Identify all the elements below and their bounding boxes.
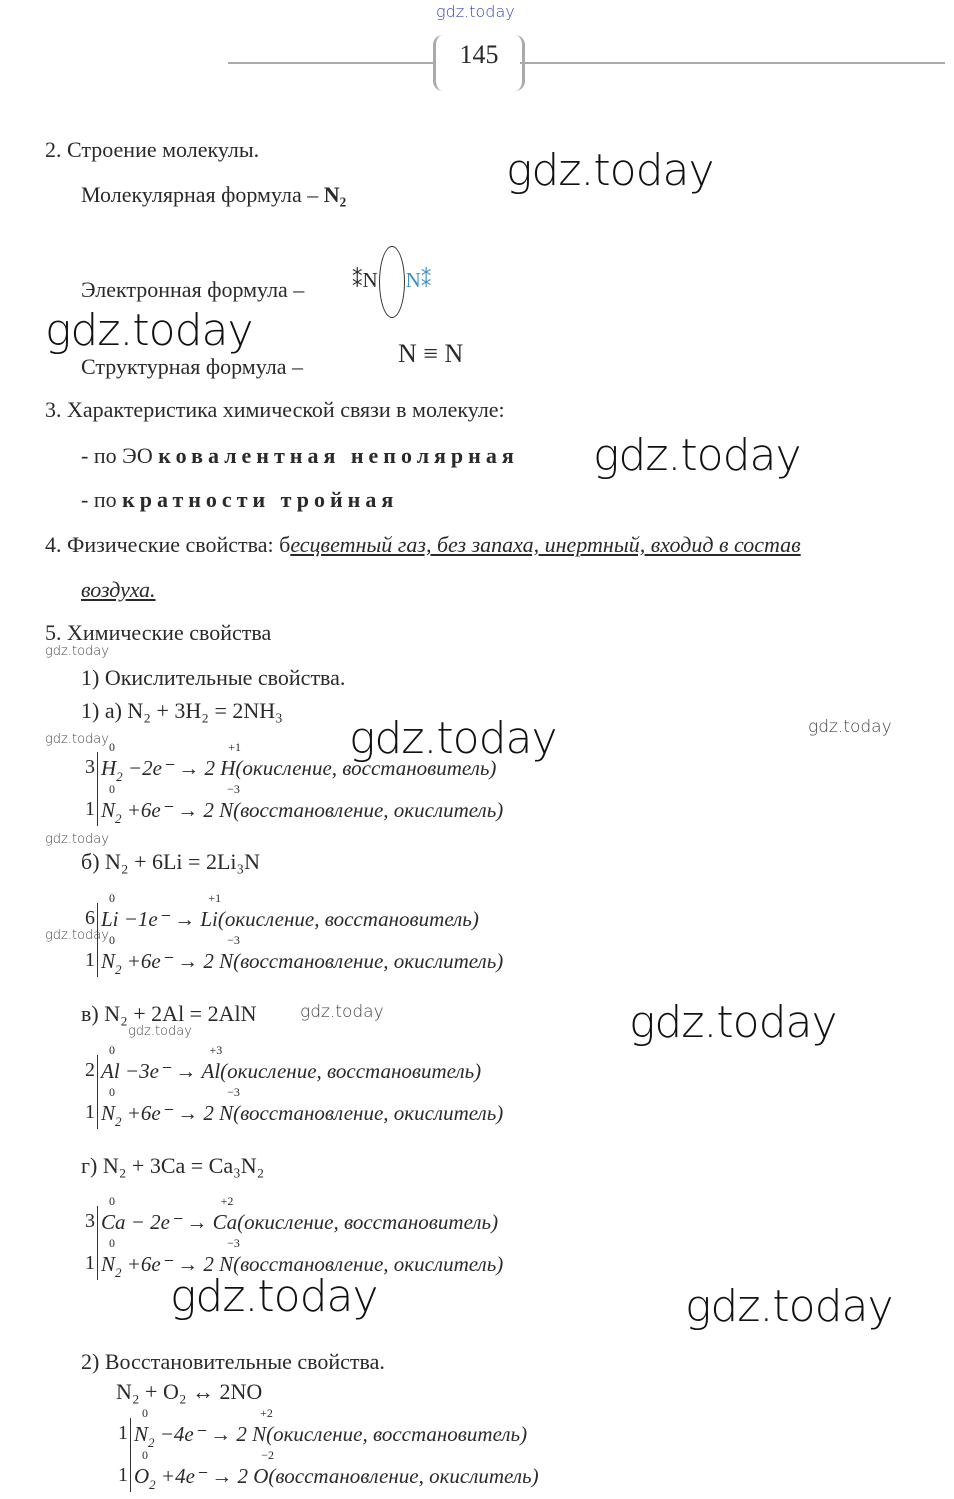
balance-divider — [97, 752, 98, 826]
header-watermark: gdz.today — [436, 2, 515, 21]
electron-transfer: −3e⁻ → — [124, 1059, 197, 1083]
reactant: 0 Li — [101, 891, 119, 931]
header-rule-left — [228, 62, 433, 64]
product: −3 N — [219, 1236, 240, 1276]
product: +2 Ca — [212, 1194, 238, 1234]
reactant: 0 $N_2$ — [101, 782, 122, 826]
oxidation-state: 0 — [142, 1406, 148, 1420]
reactant: 0 $O_2$ — [134, 1448, 156, 1492]
reactant: 0 Ca — [101, 1194, 126, 1234]
watermark-small: gdz.today — [45, 732, 109, 747]
watermark: gdz.today — [506, 145, 714, 196]
oxidation-state: +2 — [220, 1194, 234, 1208]
half-equation — [101, 891, 479, 936]
balance-coefficient: 2 — [85, 1059, 95, 1081]
product: −3 N — [219, 933, 240, 973]
balance-divider — [97, 1055, 98, 1129]
watermark-small: gdz.today — [45, 644, 109, 659]
watermark-small: gdz.today — [45, 832, 109, 847]
balance-coefficient: 1 — [85, 1252, 95, 1274]
physical-value: есцветный газ, без запаха, инертный, входид в состав — [290, 532, 801, 557]
balance-divider — [97, 1206, 98, 1280]
physical-value-cont: воздуха. — [81, 577, 156, 602]
balance-coefficient: 1 — [85, 1101, 95, 1123]
balance-divider — [130, 1418, 131, 1492]
oxidation-state: 0 — [109, 1043, 115, 1057]
oxidation-state: 0 — [142, 1448, 148, 1462]
oxidation-state: 0 — [109, 1085, 115, 1099]
process-note: (окисление, восстановитель) — [266, 1422, 528, 1446]
electron-transfer: −4e⁻ → 2 — [159, 1422, 247, 1446]
watermark-small: gdz.today — [128, 1024, 192, 1039]
section-3-title: 3. Характеристика химической связи в молекуле: — [45, 397, 505, 422]
electron-transfer: +6e⁻ → 2 — [126, 1101, 214, 1125]
balance-coefficient: 1 — [118, 1422, 128, 1444]
watermark: gdz.today — [45, 305, 253, 356]
watermark-small: gdz.today — [45, 928, 109, 943]
oxidizing-title: 1) Окислительные свойства. — [81, 665, 346, 690]
watermark-small: gdz.today — [808, 717, 892, 737]
product: +3 Al — [201, 1043, 223, 1083]
electron-transfer: +6e⁻ → 2 — [126, 949, 214, 973]
reactant: 0 $N_2$ — [101, 1085, 122, 1129]
process-note: (восстановление, окислитель) — [233, 949, 504, 973]
watermark: gdz.today — [349, 713, 557, 764]
electron-formula-diagram — [352, 246, 431, 318]
page-number: 145 — [459, 40, 499, 69]
half-equation — [134, 1406, 528, 1451]
watermark: gdz.today — [170, 1271, 378, 1322]
eo-value: ковалентная неполярная — [158, 443, 519, 468]
balance-coefficient: 6 — [85, 907, 95, 929]
process-note: (восстановление, окислитель) — [268, 1464, 539, 1488]
reactant: 0 $N_2$ — [134, 1406, 155, 1450]
balance-coefficient: 3 — [85, 756, 95, 778]
reducing-title: 2) Восстановительные свойства. — [81, 1349, 385, 1374]
molecular-label: Молекулярная формула – — [81, 182, 324, 207]
product: +1 Li — [200, 891, 222, 931]
molecular-formula-line — [81, 182, 346, 208]
eo-label: - по ЭО — [81, 443, 159, 468]
process-note: (окисление, восстановитель) — [237, 1210, 499, 1234]
oxidation-state: 0 — [109, 933, 115, 947]
oxidation-state: +2 — [260, 1406, 273, 1420]
electron-transfer: +6e⁻ → 2 — [126, 1252, 214, 1276]
half-equation — [101, 1194, 499, 1239]
watermark: gdz.today — [629, 997, 837, 1048]
half-equation — [101, 1085, 504, 1130]
product: −3 N — [219, 1085, 240, 1125]
electron-transfer: +4e⁻ → 2 — [160, 1464, 248, 1488]
oxidation-state: +3 — [209, 1043, 223, 1057]
equation-c: в) N₂ + 2Al = 2AlN — [81, 1001, 257, 1026]
process-note: (восстановление, окислитель) — [233, 798, 504, 822]
balance-coefficient: 1 — [118, 1464, 128, 1486]
half-equation — [101, 1043, 482, 1088]
product: +2 N — [252, 1406, 273, 1446]
equation-a: 1) а) N₂ + 3H₂ = 2NH₃ — [81, 698, 283, 723]
process-note: (окисление, восстановитель) — [235, 756, 497, 780]
product: −2 O — [253, 1448, 275, 1488]
reactant: 0 Al — [101, 1043, 120, 1083]
balance-coefficient: 3 — [85, 1210, 95, 1232]
half-equation — [101, 782, 504, 827]
structural-label: Структурная формула – — [81, 354, 303, 379]
reactant: 0 $H_2$ — [101, 740, 123, 784]
multiplicity-value: кратности тройная — [122, 487, 399, 512]
multiplicity-label: - по — [81, 487, 123, 512]
oxidation-state: −3 — [227, 933, 240, 947]
oxidation-state: −3 — [227, 1085, 240, 1099]
product: −3 N — [219, 782, 240, 822]
process-note: (окисление, восстановитель) — [220, 1059, 482, 1083]
electron-dots-right: N⁑ — [405, 267, 432, 292]
oxidation-state: −3 — [227, 1236, 240, 1250]
watermark: gdz.today — [685, 1281, 893, 1332]
electron-transfer: − 2e⁻ → — [130, 1210, 208, 1234]
oxidation-state: −2 — [261, 1448, 275, 1462]
oxidation-state: −3 — [227, 782, 240, 796]
oxidation-state: +1 — [208, 891, 222, 905]
oxidation-state: 0 — [109, 740, 115, 754]
oxidation-state: 0 — [109, 891, 115, 905]
watermark: gdz.today — [593, 430, 801, 481]
reactant: 0 $N_2$ — [101, 1236, 122, 1280]
section-5-title: 5. Химические свойства — [45, 620, 272, 645]
product: +1 H — [220, 740, 242, 780]
equation-e: N₂ + O₂ ↔ 2NO — [116, 1379, 263, 1404]
molecular-formula: N₂ — [323, 182, 347, 207]
oxidation-state: 0 — [109, 1236, 115, 1250]
balance-coefficient: 1 — [85, 949, 95, 971]
equation-b: б) N₂ + 6Li = 2Li₃N — [81, 849, 261, 874]
oxidation-state: +1 — [228, 740, 242, 754]
half-equation — [101, 933, 504, 978]
process-note: (восстановление, окислитель) — [233, 1101, 504, 1125]
electron-transfer: −1e⁻ → — [123, 907, 196, 931]
electronic-label: Электронная формула – — [81, 277, 305, 302]
electron-transfer: −2e⁻ → 2 — [127, 756, 215, 780]
process-note: (окисление, восстановитель) — [217, 907, 479, 931]
section-2-title: 2. Строение молекулы. — [45, 137, 260, 162]
watermark-small: gdz.today — [300, 1002, 384, 1022]
reactant: 0 $N_2$ — [101, 933, 122, 977]
oxidation-state: 0 — [109, 1194, 115, 1208]
electron-dots-left: ⁑N — [352, 267, 378, 292]
physical-label: 4. Физические свойства: б — [45, 532, 291, 557]
header-rule-right — [520, 62, 945, 64]
process-note: (восстановление, окислитель) — [233, 1252, 504, 1276]
oxidation-state: 0 — [109, 782, 115, 796]
electron-transfer: +6e⁻ → 2 — [126, 798, 214, 822]
equation-d: г) N₂ + 3Ca = Ca₃N₂ — [81, 1153, 265, 1178]
half-equation — [134, 1448, 539, 1493]
structural-formula: N ≡ N — [398, 339, 464, 368]
balance-coefficient: 1 — [85, 798, 95, 820]
